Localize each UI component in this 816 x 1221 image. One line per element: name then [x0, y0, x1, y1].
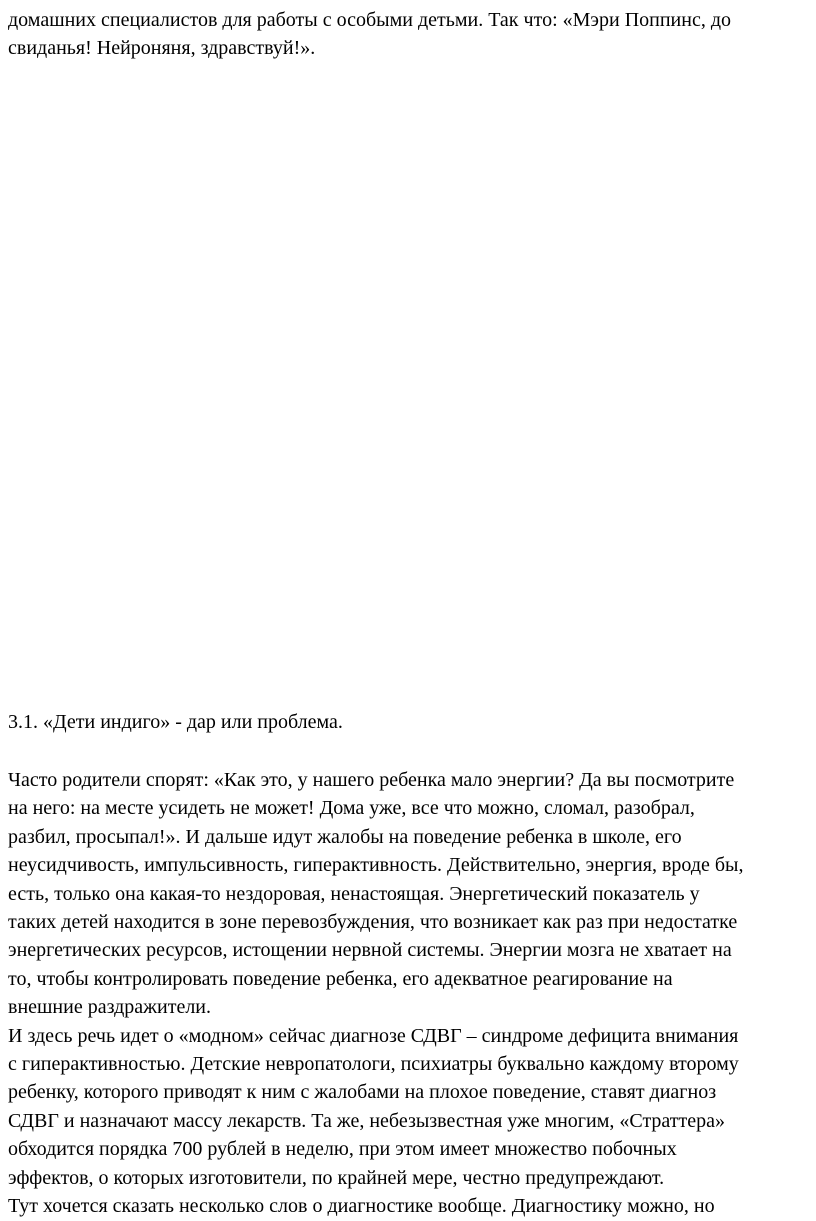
- section-heading-text: 3.1. «Дети индиго» - дар или проблема.: [8, 711, 343, 733]
- text-line: свиданья! Нейроняня, здравствуй!».: [8, 37, 316, 60]
- text-line: Тут хочется сказать несколько слов о диагностике вообще. Диагностику можно, но: [8, 1195, 715, 1218]
- text-line: то, чтобы контролировать поведение ребенка, его адекватное реагирование на: [8, 967, 673, 990]
- text-line: на него: на месте усидеть не может! Дома уже, все что можно, сломал, разобрал,: [8, 797, 695, 820]
- intro-paragraph-fragment: [8, 6, 808, 63]
- text-line: И здесь речь идет о «модном» сейчас диагнозе СДВГ – синдроме дефицита внимания: [8, 1024, 739, 1047]
- text-line: есть, только она какая-то нездоровая, ненастоящая. Энергетический показатель у: [8, 882, 700, 905]
- text-line: с гиперактивностью. Детские невропатологи, психиатры буквально каждому второму: [8, 1053, 739, 1076]
- text-line: энергетических ресурсов, истощении нервной системы. Энергии мозга не хватает на: [8, 939, 732, 962]
- text-line: таких детей находится в зоне перевозбуждения, что возникает как раз при недостатке: [8, 911, 738, 934]
- text-line: ребенку, которого приводят к ним с жалобами на плохое поведение, ставят диагноз: [8, 1081, 717, 1104]
- text-line: обходится порядка 700 рублей в неделю, при этом имеет множество побочных: [8, 1138, 677, 1161]
- text-line: эффектов, о которых изготовители, по крайней мере, честно предупреждают.: [8, 1166, 665, 1189]
- text-line: разбил, просыпал!». И дальше идут жалобы на поведение ребенка в школе, его: [8, 825, 682, 848]
- text-line: СДВГ и назначают массу лекарств. Та же, небезызвестная уже многим, «Страттера»: [8, 1109, 726, 1132]
- text-line: Часто родители спорят: «Как это, у нашего ребенка мало энергии? Да вы посмотрите: [8, 769, 735, 791]
- text-line: внешние раздражители.: [8, 996, 211, 1019]
- body-text: [8, 766, 808, 1221]
- text-line: неусидчивость, импульсивность, гиперактивность. Действительно, энергия, вроде бы,: [8, 854, 744, 877]
- section-heading: [8, 708, 808, 736]
- text-line: домашних специалистов для работы с особыми детьми. Так что: «Мэри Поппинс, до: [8, 9, 731, 31]
